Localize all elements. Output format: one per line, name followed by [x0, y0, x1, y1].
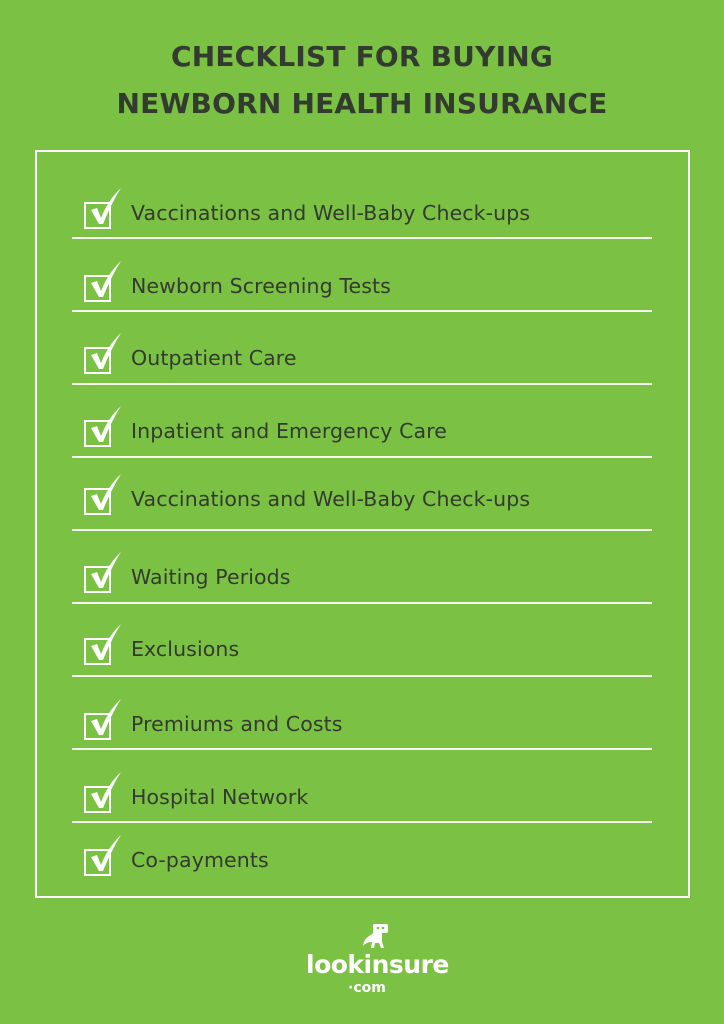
page-title-line-2: NEWBORN HEALTH INSURANCE [116, 87, 608, 120]
divider [72, 821, 652, 823]
checklist-item [72, 194, 652, 234]
checklist-item [72, 630, 652, 670]
checklist-item-label: Co-payments [131, 848, 269, 872]
divider [72, 529, 652, 531]
checklist-item [72, 480, 652, 520]
checklist-item [72, 267, 652, 307]
divider [72, 748, 652, 750]
checkbox [84, 849, 111, 876]
checkbox [84, 202, 111, 229]
checklist-item [72, 841, 652, 881]
checklist-item [72, 778, 652, 818]
checkbox [84, 275, 111, 302]
checkbox [84, 488, 111, 515]
divider [72, 310, 652, 312]
checkbox [84, 347, 111, 374]
checklist-item-label: Exclusions [131, 637, 240, 661]
checklist-item [72, 339, 652, 379]
checkmark-icon [88, 699, 122, 739]
checklist-item [72, 558, 652, 598]
checkmark-icon [88, 835, 122, 875]
checklist-item [72, 412, 652, 452]
checkmark-icon [88, 552, 122, 592]
page-title-line-1: CHECKLIST FOR BUYING [170, 40, 554, 73]
checklist-item-label: Waiting Periods [131, 565, 291, 589]
checkmark-icon [88, 772, 122, 812]
checklist-item-label: Inpatient and Emergency Care [131, 419, 447, 443]
checkmark-icon [88, 406, 122, 446]
checkbox [84, 420, 111, 447]
checklist-item [72, 705, 652, 745]
checkbox [84, 638, 111, 665]
divider [72, 383, 652, 385]
checklist-item-label: Premiums and Costs [131, 712, 343, 736]
brand-domain: ·com [348, 980, 386, 996]
checkmark-icon [88, 333, 122, 373]
checkbox [84, 786, 111, 813]
checkbox [84, 713, 111, 740]
brand-name: lookinsure [306, 950, 449, 979]
checklist-item-label: Newborn Screening Tests [131, 274, 391, 298]
checkbox [84, 566, 111, 593]
brand-logo [300, 920, 449, 1000]
checkmark-icon [88, 188, 122, 228]
checklist-item-label: Vaccinations and Well-Baby Check-ups [131, 487, 531, 511]
divider [72, 237, 652, 239]
checklist-item-label: Vaccinations and Well-Baby Check-ups [131, 201, 531, 225]
checkmark-icon [88, 261, 122, 301]
divider [72, 675, 652, 677]
divider [72, 456, 652, 458]
dinosaur-mascot-icon [360, 922, 392, 952]
checkmark-icon [88, 474, 122, 514]
checklist-item-label: Hospital Network [131, 785, 309, 809]
checkmark-icon [88, 624, 122, 664]
checklist-item-label: Outpatient Care [131, 346, 297, 370]
divider [72, 602, 652, 604]
